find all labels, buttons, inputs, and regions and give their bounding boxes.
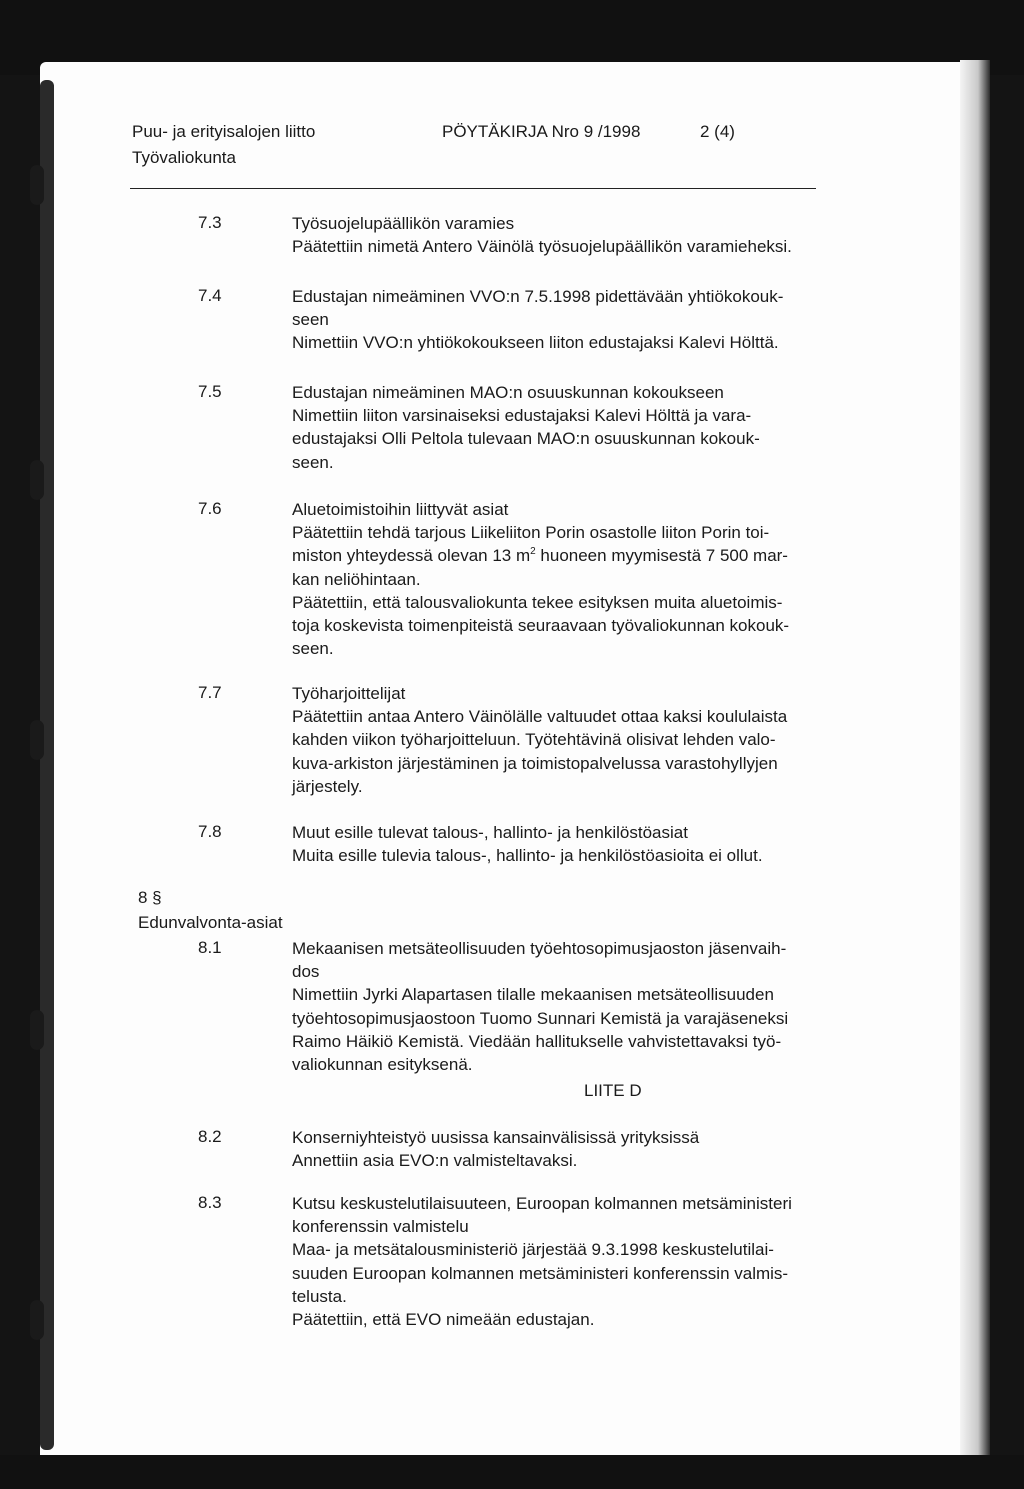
item-7-3 <box>292 212 792 258</box>
item-text-line: Päätettiin, että talousvaliokunta tekee esityksen muita aluetoimis- <box>292 592 783 612</box>
page-curl-edge <box>960 60 990 1460</box>
item-7-6 <box>292 498 789 660</box>
item-number: 7.3 <box>198 213 222 232</box>
item-8-2 <box>292 1126 699 1172</box>
item-text-line: kahden viikon työharjoitteluun. Työtehtävinä olisivat lehden valo- <box>292 730 776 750</box>
item-heading: Aluetoimistoihin liittyvät asiat <box>292 500 509 519</box>
punch-hole <box>30 1300 44 1340</box>
item-heading: Työharjoittelijat <box>292 684 406 703</box>
item-text-line: järjestely. <box>292 776 363 796</box>
item-heading: Muut esille tulevat talous-, hallinto- ja henkilöstöasiat <box>292 823 688 842</box>
item-7-4 <box>292 285 783 355</box>
punch-hole <box>30 1010 44 1050</box>
item-heading: Konserniyhteistyö uusissa kansainvälisissä yrityksissä <box>292 1128 700 1147</box>
item-8-1 <box>292 937 788 1076</box>
item-heading: seen <box>292 310 329 330</box>
item-text-line: Raimo Häikiö Kemistä. Viedään hallitukselle vahvistettavaksi työ- <box>292 1031 782 1051</box>
item-text-line: Päätettiin nimetä Antero Väinölä työsuojelupäällikön varamieheksi. <box>292 237 792 257</box>
item-number: 7.7 <box>198 683 222 702</box>
item-text-line: Nimettiin liiton varsinaiseksi edustajaksi Kalevi Hölttä ja vara- <box>292 406 752 426</box>
item-number: 8.2 <box>198 1127 222 1146</box>
item-heading: konferenssin valmistelu <box>292 1217 469 1237</box>
section-number: 8 § <box>138 888 162 907</box>
page-number: 2 (4) <box>700 122 735 141</box>
item-text-line: suuden Euroopan kolmannen metsäministeri konferenssin valmis- <box>292 1263 789 1283</box>
scan-border-bottom <box>0 1455 1024 1489</box>
punch-hole <box>30 720 44 760</box>
item-text-line: toja koskevista toimenpiteistä seuraavaan työvaliokunnan kokouk- <box>292 616 790 636</box>
item-heading: Mekaanisen metsäteollisuuden työehtosopimusjaoston jäsenvaih- <box>292 939 787 958</box>
appendix-label: LIITE D <box>584 1081 642 1100</box>
document-title: PÖYTÄKIRJA Nro 9 /1998 <box>442 122 641 141</box>
punch-hole <box>30 460 44 500</box>
item-text-line: kuva-arkiston järjestäminen ja toimistopalvelussa varastohyllyjen <box>292 753 778 773</box>
item-7-8 <box>292 821 763 867</box>
superscript-2: 2 <box>530 546 536 558</box>
item-heading: Työsuojelupäällikön varamies <box>292 214 515 233</box>
item-text-line: seen. <box>292 639 334 659</box>
item-text-line: seen. <box>292 452 334 472</box>
item-text-line: Nimettiin VVO:n yhtiökokoukseen liiton edustajaksi Kalevi Hölttä. <box>292 333 779 353</box>
item-heading: dos <box>292 962 320 982</box>
item-text-line: työehtosopimusjaostoon Tuomo Sunnari Kemistä ja varajäseneksi <box>292 1008 789 1028</box>
item-text-line: telusta. <box>292 1286 347 1306</box>
item-text-line: Päätettiin antaa Antero Väinölälle valtuudet ottaa kaksi koululaista <box>292 707 788 727</box>
item-number: 7.6 <box>198 499 222 518</box>
item-text-line: Muita esille tulevia talous-, hallinto- ja henkilöstöasioita ei ollut. <box>292 846 763 866</box>
item-text-line: kan neliöhintaan. <box>292 569 421 589</box>
item-text-line: valiokunnan esityksenä. <box>292 1055 473 1075</box>
committee-name: Työvaliokunta <box>132 148 236 167</box>
item-8-3 <box>292 1192 792 1331</box>
item-number: 7.4 <box>198 286 222 305</box>
item-number: 7.8 <box>198 822 222 841</box>
item-text-line: Annettiin asia EVO:n valmisteltavaksi. <box>292 1151 578 1171</box>
item-heading: Edustajan nimeäminen MAO:n osuuskunnan kokoukseen <box>292 383 724 402</box>
item-number: 7.5 <box>198 382 222 401</box>
item-text-line: miston yhteydessä olevan 13 $m^2$ huoneen myymisestä 7 500 mar- <box>292 546 788 566</box>
organization-name: Puu- ja erityisalojen liitto <box>132 122 316 141</box>
item-text-line: Nimettiin Jyrki Alapartasen tilalle mekaanisen metsäteollisuuden <box>292 985 774 1005</box>
header-divider <box>130 188 816 189</box>
item-7-5 <box>292 381 760 474</box>
item-text-line: Päätettiin tehdä tarjous Liikeliiton Porin osastolle liiton Porin toi- <box>292 523 770 543</box>
punch-hole <box>30 165 44 205</box>
section-title: Edunvalvonta-asiat <box>138 913 283 932</box>
item-text-line: Maa- ja metsätalousministeriö järjestää 9.3.1998 keskustelutilai- <box>292 1240 774 1260</box>
item-heading: Edustajan nimeäminen VVO:n 7.5.1998 pidettävään yhtiökokouk- <box>292 287 784 306</box>
item-text-line: Päätettiin, että EVO nimeään edustajan. <box>292 1310 595 1330</box>
item-number: 8.3 <box>198 1193 222 1212</box>
item-number: 8.1 <box>198 938 222 957</box>
binding-edge <box>40 80 54 1450</box>
item-7-7 <box>292 682 787 798</box>
item-text-line: edustajaksi Olli Peltola tulevaan MAO:n osuuskunnan kokouk- <box>292 429 760 449</box>
item-heading: Kutsu keskustelutilaisuuteen, Euroopan kolmannen metsäministeri <box>292 1194 792 1213</box>
